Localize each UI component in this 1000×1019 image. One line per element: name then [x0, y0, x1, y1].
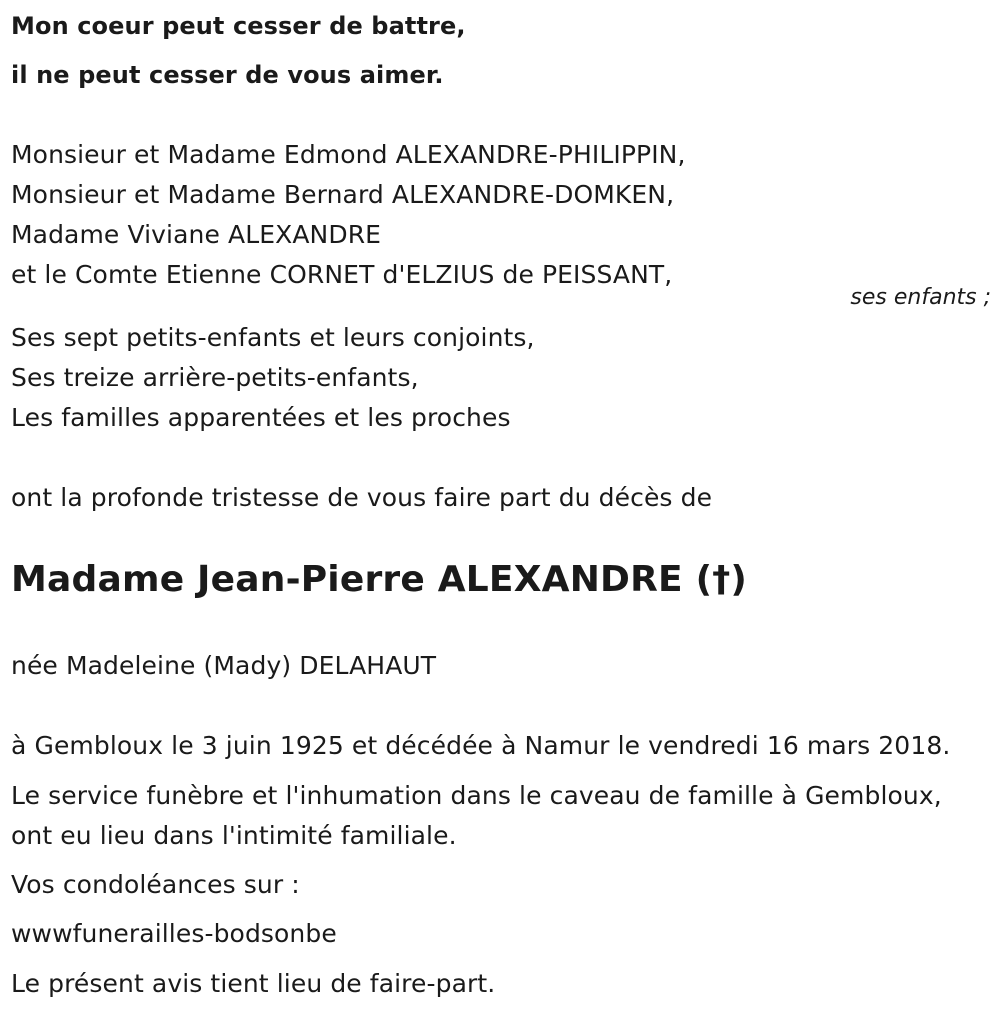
- children-line-3: Madame Viviane ALEXANDRE: [11, 220, 382, 249]
- epigraph-line-2: il ne peut cesser de vous aimer.: [11, 61, 444, 89]
- family-line-2: Ses treize arrière-petits-enfants,: [11, 363, 419, 392]
- condolences-label: Vos condoléances sur :: [11, 870, 300, 899]
- service-line-2: ont eu lieu dans l'intimité familiale.: [11, 821, 457, 850]
- birth-name: née Madeleine (Mady) DELAHAUT: [11, 651, 437, 680]
- birth-death-dates: à Gembloux le 3 juin 1925 et décédée à Namur le vendredi 16 mars 2018.: [11, 731, 951, 760]
- website-link[interactable]: wwwfunerailles-bodsonbe: [11, 919, 337, 948]
- epigraph-line-1: Mon coeur peut cesser de battre,: [11, 12, 466, 40]
- closing-note: Le présent avis tient lieu de faire-part.: [11, 969, 496, 998]
- children-line-2: Monsieur et Madame Bernard ALEXANDRE-DOMKEN,: [11, 180, 675, 209]
- children-line-1: Monsieur et Madame Edmond ALEXANDRE-PHILIPPIN,: [11, 140, 686, 169]
- children-line-4: et le Comte Etienne CORNET d'ELZIUS de PEISSANT,: [11, 260, 673, 289]
- family-line-1: Ses sept petits-enfants et leurs conjoints,: [11, 323, 535, 352]
- service-line-1: Le service funèbre et l'inhumation dans le caveau de famille à Gembloux,: [11, 781, 942, 810]
- family-line-3: Les familles apparentées et les proches: [11, 403, 511, 432]
- announcement: ont la profonde tristesse de vous faire part du décès de: [11, 483, 713, 512]
- children-label: ses enfants ;: [850, 285, 991, 310]
- deceased-name: Madame Jean-Pierre ALEXANDRE (†): [11, 559, 748, 600]
